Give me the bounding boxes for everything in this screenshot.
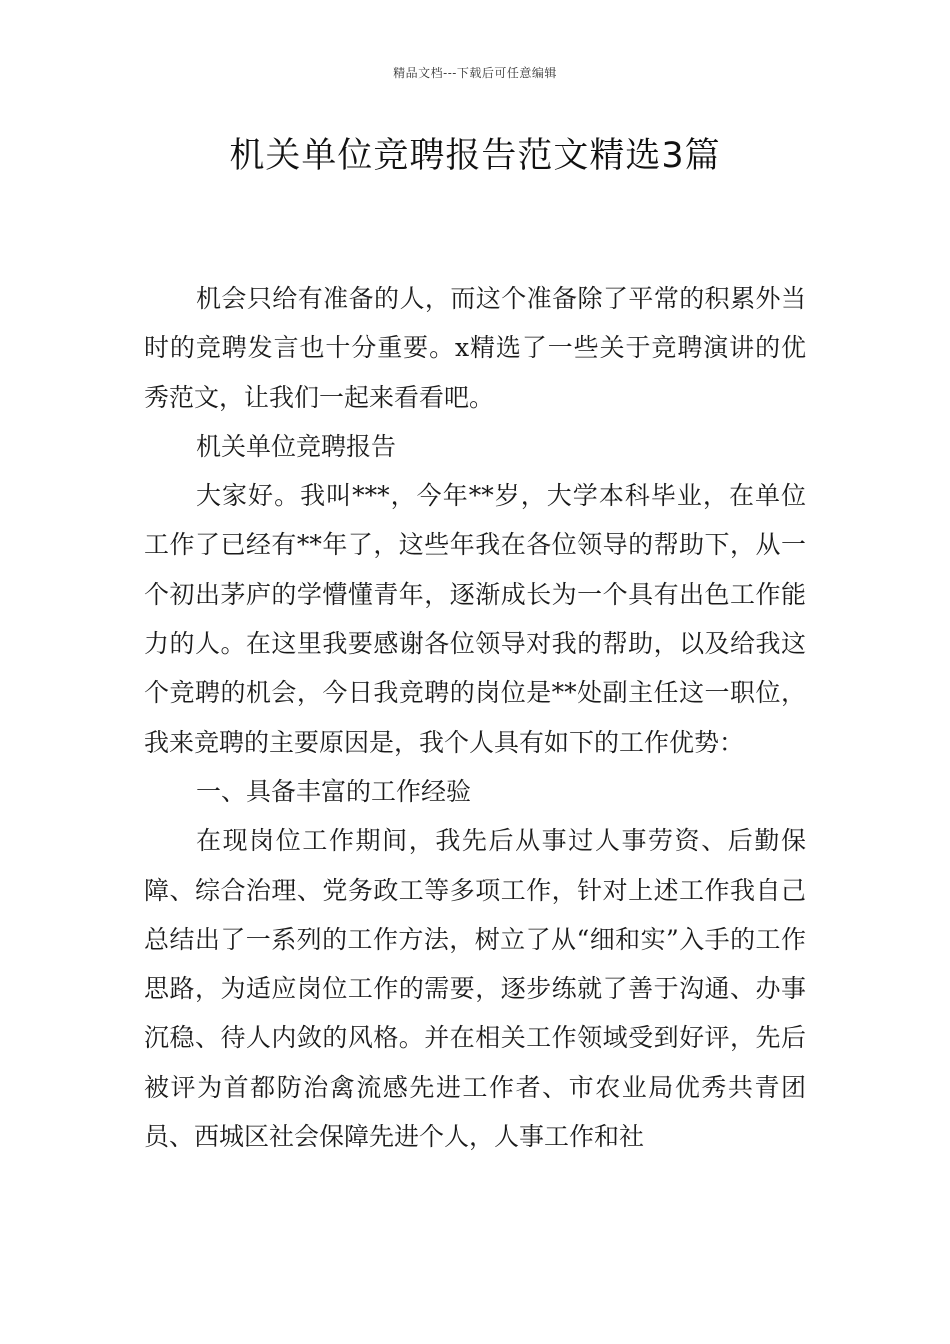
body-paragraph: 在现岗位工作期间，我先后从事过人事劳资、后勤保障、综合治理、党务政工等多项工作，针对上述工作我自己总结出了一系列的工作方法，树立了从“细和实”入手的工作思路，为适应岗位工作的需要，逐步练就了善于沟通、办事沉稳、待人内敛的风格。并在相关工作领域受到好评，先后被评为首都防治禽流感先进工作者、市农业局优秀共青团员、西城区社会保障先进个人，人事工作和社 bbox=[144, 826, 806, 1152]
section-heading: 机关单位竞聘报告 bbox=[196, 431, 397, 461]
subsection-heading: 一、具备丰富的工作经验 bbox=[196, 776, 472, 806]
document-body bbox=[144, 274, 806, 1161]
page-header-note: 精品文档---下载后可任意编辑 bbox=[393, 66, 557, 80]
document-title: 机关单位竞聘报告范文精选3篇 bbox=[229, 136, 721, 176]
body-paragraph: 大家好。我叫***，今年**岁，大学本科毕业，在单位工作了已经有**年了，这些年我在各位领导的帮助下，从一个初出茅庐的学懵懂青年，逐渐成长为一个具有出色工作能力的人。在这里我要感谢各位领导对我的帮助，以及给我这个竞聘的机会，今日我竞聘的岗位是**处副主任这一职位，我来竞聘的主要原因是，我个人具有如下的工作优势： bbox=[144, 481, 806, 757]
intro-paragraph: 机会只给有准备的人，而这个准备除了平常的积累外当时的竞聘发言也十分重要。x精选了一些关于竞聘演讲的优秀范文，让我们一起来看看吧。 bbox=[144, 284, 806, 412]
